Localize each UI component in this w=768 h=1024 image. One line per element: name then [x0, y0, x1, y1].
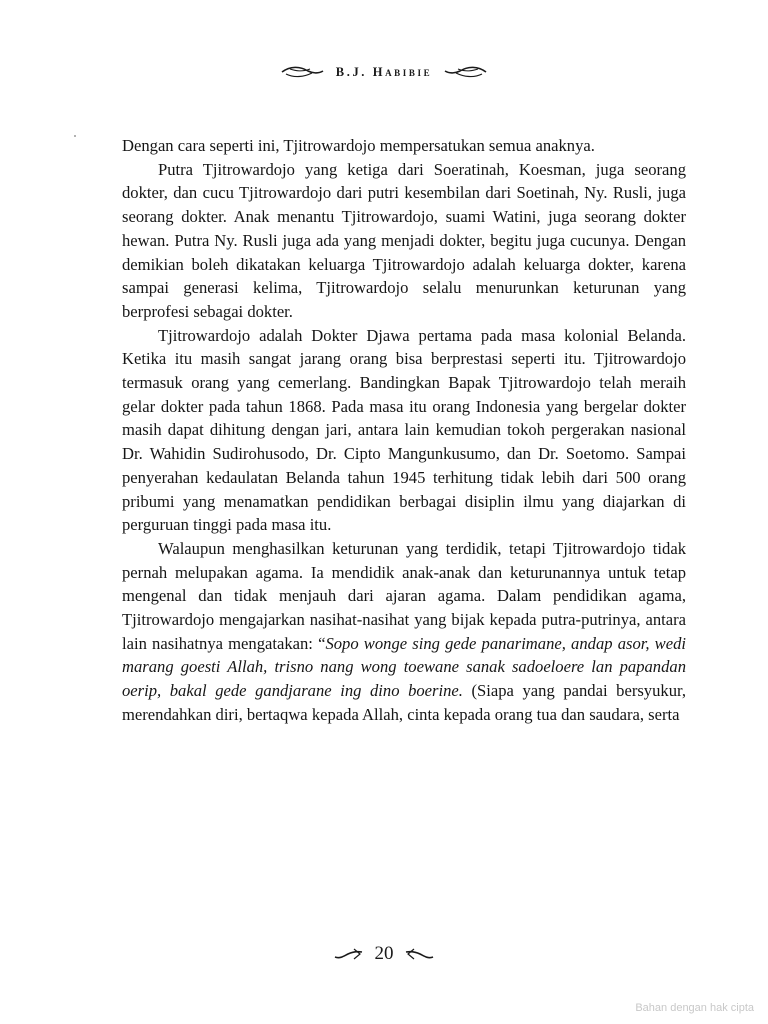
running-head: [0, 64, 768, 80]
right-flourish-ornament-icon: [404, 948, 434, 960]
copyright-watermark: Bahan dengan hak cipta: [635, 1002, 754, 1014]
scan-speck: [74, 135, 76, 137]
left-flourish-ornament-icon: [334, 948, 364, 960]
left-fleuron-ornament-icon: [280, 65, 324, 79]
paragraph-1: Dengan cara seperti ini, Tjitrowardojo mempersatukan semua anaknya.: [122, 136, 595, 155]
paragraph-3: Tjitrowardojo adalah Dokter Djawa pertama pada masa kolonial Belanda. Ketika itu masih sangat jarang orang bisa berprestasi seperti itu. Tjitrowardojo termasuk orang yang cemerlang. Bandingkan Bapak Tjitrowardojo telah meraih gelar dokter pada tahun 1868. Pada masa itu orang Indonesia yang bergelar dokter masih dapat dihitung dengan jari, antara lain kemudian tokoh pergerakan nasional Dr. Wahidin Sudirohusodo, Dr. Cipto Mangunkusumo, dan Dr. Soetomo. Sampai penyerahan kedaulatan Belanda tahun 1945 terhitung tidak lebih dari 500 orang pribumi yang menamatkan pendidikan berbagai disiplin ilmu yang diajarkan di perguruan tinggi pada masa itu.: [122, 325, 686, 535]
right-fleuron-ornament-icon: [444, 65, 488, 79]
page-footer: [0, 942, 768, 965]
paragraph-4: [122, 537, 686, 727]
body-text: [122, 134, 686, 727]
running-head-title: B.J. Habibie: [335, 64, 433, 79]
paragraph-4-translation: (Siapa yang pandai bersyukur, merendahkan diri, bertaqwa kepada Allah, cinta kepada orang tua dan saudara, serta: [122, 681, 686, 724]
paragraph-4-intro: Walaupun menghasilkan keturunan yang terdidik, tetapi Tjitrowardojo tidak pernah melupakan agama. Ia mendidik anak-anak dan keturunannya untuk tetap mengenal dan tidak menjauh dari ajaran agama. Dalam pendidikan agama, Tjitrowardojo mengajarkan nasihat-nasihat yang bijak kepada putra-putrinya, antara lain nasihatnya mengatakan: “: [122, 538, 686, 653]
paragraph-2: Putra Tjitrowardojo yang ketiga dari Soeratinah, Koesman, juga seorang dokter, dan cucu Tjitrowardojo dari putri kesembilan dari Soetinah, Ny. Rusli, juga seorang dokter. Anak menantu Tjitrowardojo, suami Watini, juga seorang dokter hewan. Putra Ny. Rusli juga ada yang menjadi dokter, begitu juga cucunya. Dengan demikian boleh dikatakan keluarga Tjitrowardojo adalah keluarga dokter, karena sampai generasi kelima, Tjitrowardojo selalu menurunkan keturunan yang berprofesi sebagai dokter.: [122, 159, 686, 321]
javanese-quote: Sopo wonge sing gede panarimane, andap asor, wedi marang goesti Allah, trisno nang wong toewane sanak sadoeloere lan papandan oerip, bakal gede gandjarane ing dino boerine.: [122, 633, 686, 701]
page-number: 20: [374, 942, 394, 964]
